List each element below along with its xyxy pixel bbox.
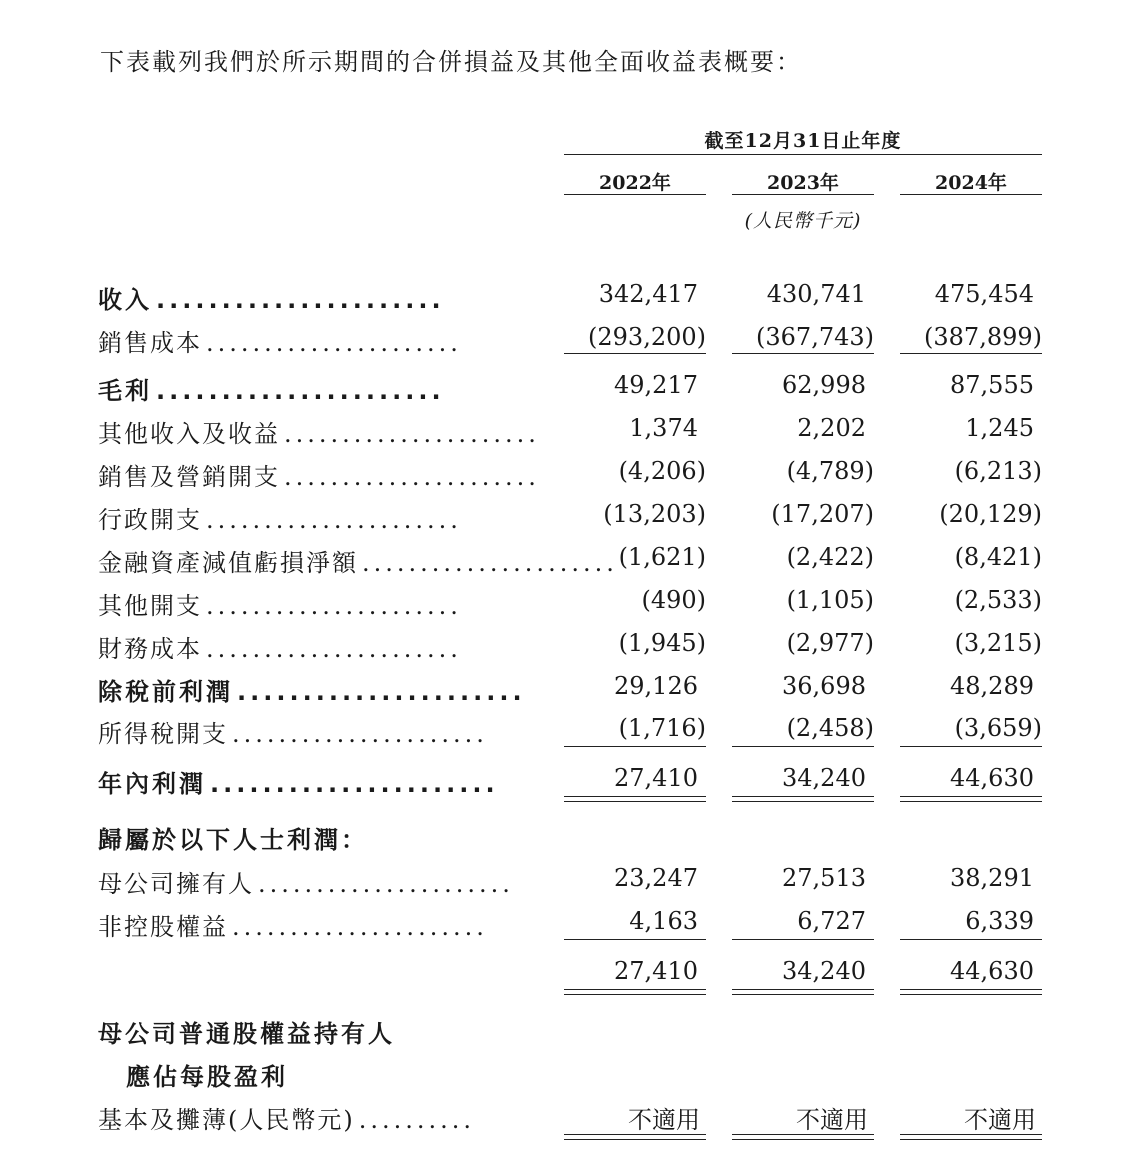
value-cell: 27,410	[614, 957, 698, 985]
value-cell: 不適用	[964, 1106, 1036, 1134]
total-double-rule	[900, 796, 1042, 802]
value-cell: 6,339	[965, 907, 1034, 935]
value-cell: 342,417	[598, 280, 698, 308]
table-row	[0, 672, 1124, 708]
table-row	[0, 907, 1124, 943]
value-cell: (1,621)	[618, 543, 706, 571]
unit-label: (人民幣千元)	[744, 210, 862, 232]
leader-dots: ......................	[232, 720, 488, 748]
section-heading-row	[0, 1014, 1124, 1050]
value-cell: (6,213)	[954, 457, 1042, 485]
row-label: 其他收入及收益	[98, 420, 280, 448]
leader-dots: ......................	[237, 678, 526, 706]
row-label: 銷售成本	[98, 329, 202, 357]
value-cell: (2,533)	[954, 586, 1042, 614]
value-cell: 44,630	[950, 957, 1034, 985]
year-rule	[900, 194, 1042, 195]
leader-dots: ......................	[210, 770, 499, 798]
row-label: 毛利	[98, 377, 152, 405]
leader-dots: ......................	[206, 506, 462, 534]
total-double-rule	[732, 989, 874, 995]
total-double-rule	[900, 1134, 1042, 1140]
leader-dots: ......................	[284, 463, 540, 491]
table-row-total	[0, 957, 1124, 993]
row-label: 銷售及營銷開支	[98, 463, 280, 491]
leader-dots: ......................	[206, 635, 462, 663]
value-cell: 4,163	[629, 907, 698, 935]
leader-dots: ......................	[232, 913, 488, 941]
table-row	[0, 543, 1124, 579]
leader-dots: ......................	[284, 420, 540, 448]
subtotal-rule	[900, 746, 1042, 747]
table-row	[0, 414, 1124, 450]
subtotal-rule	[732, 746, 874, 747]
value-cell: 62,998	[782, 371, 866, 399]
value-cell: 1,245	[965, 414, 1034, 442]
table-row	[0, 1100, 1124, 1136]
subtotal-rule	[900, 353, 1042, 354]
leader-dots: ......................	[258, 870, 514, 898]
row-label: 非控股權益	[98, 913, 228, 941]
eps-heading-line1: 母公司普通股權益持有人	[98, 1020, 395, 1048]
value-cell: 34,240	[782, 957, 866, 985]
year-rule	[564, 194, 706, 195]
value-cell: 27,513	[782, 864, 866, 892]
value-cell: 38,291	[950, 864, 1034, 892]
value-cell: 29,126	[614, 672, 698, 700]
row-label: 母公司擁有人	[98, 870, 254, 898]
value-cell: (2,977)	[786, 629, 874, 657]
table-row	[0, 500, 1124, 536]
table-row	[0, 714, 1124, 750]
value-cell: 34,240	[782, 764, 866, 792]
period-header: 截至12月31日止年度	[704, 130, 902, 152]
total-double-rule	[564, 796, 706, 802]
leader-dots: ......................	[362, 549, 618, 577]
total-double-rule	[900, 989, 1042, 995]
subtotal-rule	[732, 353, 874, 354]
value-cell: 2,202	[797, 414, 866, 442]
value-cell: 48,289	[950, 672, 1034, 700]
value-cell: (8,421)	[954, 543, 1042, 571]
value-cell: 87,555	[950, 371, 1034, 399]
table-row	[0, 864, 1124, 900]
row-label: 行政開支	[98, 506, 202, 534]
attributable-heading: 歸屬於以下人士利潤：	[98, 826, 368, 854]
value-cell: 36,698	[782, 672, 866, 700]
row-label: 其他開支	[98, 592, 202, 620]
value-cell: 430,741	[766, 280, 866, 308]
value-cell: (293,200)	[588, 323, 706, 351]
value-cell: (387,899)	[924, 323, 1042, 351]
table-row	[0, 586, 1124, 622]
table-row	[0, 280, 1124, 316]
value-cell: (490)	[641, 586, 706, 614]
year-header-2022: 2022年	[599, 172, 671, 194]
value-cell: (13,203)	[603, 500, 706, 528]
row-label: 年內利潤	[98, 770, 206, 798]
table-row	[0, 457, 1124, 493]
subtotal-rule	[564, 746, 706, 747]
value-cell: (4,206)	[618, 457, 706, 485]
subtotal-rule	[564, 939, 706, 940]
intro-text: 下表載列我們於所示期間的合併損益及其他全面收益表概要：	[100, 48, 802, 76]
row-label: 所得稅開支	[98, 720, 228, 748]
subtotal-rule	[732, 939, 874, 940]
leader-dots: ..........	[358, 1106, 476, 1134]
row-label: 收入	[98, 286, 152, 314]
value-cell: 44,630	[950, 764, 1034, 792]
leader-dots: ......................	[206, 592, 462, 620]
subtotal-rule	[900, 939, 1042, 940]
value-cell: (1,105)	[786, 586, 874, 614]
value-cell: 23,247	[614, 864, 698, 892]
year-rule	[732, 194, 874, 195]
row-label: 金融資產減值虧損淨額	[98, 549, 358, 577]
eps-heading-line2: 應佔每股盈利	[126, 1063, 288, 1091]
section-heading-row	[0, 1057, 1124, 1093]
value-cell: (1,716)	[618, 714, 706, 742]
value-cell: 1,374	[629, 414, 698, 442]
value-cell: (17,207)	[771, 500, 874, 528]
table-row	[0, 629, 1124, 665]
value-cell: (2,458)	[786, 714, 874, 742]
total-double-rule	[732, 1134, 874, 1140]
year-header-2024: 2024年	[935, 172, 1007, 194]
leader-dots: ......................	[156, 377, 445, 405]
value-cell: 49,217	[614, 371, 698, 399]
period-header-rule	[564, 154, 1042, 155]
value-cell: (1,945)	[618, 629, 706, 657]
value-cell: 不適用	[628, 1106, 700, 1134]
subtotal-rule	[564, 353, 706, 354]
value-cell: 不適用	[796, 1106, 868, 1134]
value-cell: 6,727	[797, 907, 866, 935]
row-label: 財務成本	[98, 635, 202, 663]
total-double-rule	[564, 989, 706, 995]
value-cell: (3,215)	[954, 629, 1042, 657]
leader-dots: ......................	[206, 329, 462, 357]
year-header-2023: 2023年	[767, 172, 839, 194]
value-cell: 27,410	[614, 764, 698, 792]
total-double-rule	[732, 796, 874, 802]
value-cell: (3,659)	[954, 714, 1042, 742]
leader-dots: ......................	[156, 286, 445, 314]
value-cell: (4,789)	[786, 457, 874, 485]
total-double-rule	[564, 1134, 706, 1140]
section-heading-row	[0, 820, 1124, 856]
row-label: 除稅前利潤	[98, 678, 233, 706]
table-row	[0, 764, 1124, 800]
value-cell: (2,422)	[786, 543, 874, 571]
row-label: 基本及攤薄(人民幣元)	[98, 1106, 355, 1134]
table-row	[0, 371, 1124, 407]
value-cell: (367,743)	[756, 323, 874, 351]
value-cell: (20,129)	[939, 500, 1042, 528]
value-cell: 475,454	[934, 280, 1034, 308]
